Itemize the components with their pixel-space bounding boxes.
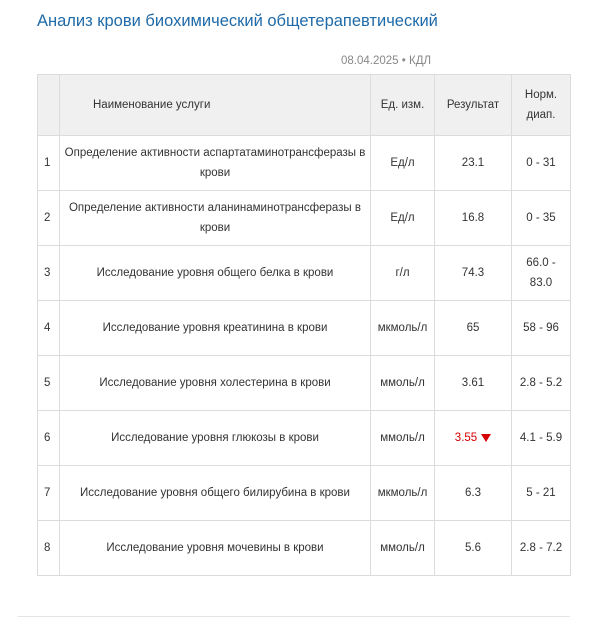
result-value: 74.3	[435, 246, 512, 301]
result-value: 16.8	[435, 191, 512, 246]
result-value: 65	[435, 301, 512, 356]
result-value: 23.1	[435, 136, 512, 191]
service-name: Исследование уровня креатинина в крови	[60, 301, 371, 356]
reference-range: 0 - 31	[512, 136, 571, 191]
table-row[interactable]	[38, 136, 571, 191]
reference-range: 2.8 - 5.2	[512, 356, 571, 411]
row-number: 5	[38, 356, 60, 411]
column-header-name: Наименование услуги	[60, 75, 371, 136]
reference-range: 0 - 35	[512, 191, 571, 246]
lab-name: КДЛ	[409, 55, 432, 67]
service-name: Определение активности аспартатаминотрансферазы в крови	[60, 136, 371, 191]
service-name: Исследование уровня холестерина в крови	[60, 356, 371, 411]
result-value: 6.3	[435, 466, 512, 521]
column-header-number	[38, 75, 60, 136]
service-name: Исследование уровня общего белка в крови	[60, 246, 371, 301]
table-row[interactable]	[38, 466, 571, 521]
result-value: 3.61	[435, 356, 512, 411]
arrow-down-icon	[481, 434, 491, 442]
service-name: Определение активности аланинаминотрансферазы в крови	[60, 191, 371, 246]
column-header-range: Норм. диап.	[512, 75, 571, 136]
meta-separator: •	[401, 55, 406, 67]
service-name: Исследование уровня общего билирубина в крови	[60, 466, 371, 521]
table-row[interactable]	[38, 191, 571, 246]
report-date: 08.04.2025	[341, 55, 399, 67]
row-number: 4	[38, 301, 60, 356]
row-number: 7	[38, 466, 60, 521]
row-number: 3	[38, 246, 60, 301]
page-title: Анализ крови биохимический общетерапевтический	[37, 12, 438, 30]
table-row[interactable]	[38, 301, 571, 356]
unit-cell: ммоль/л	[371, 411, 435, 466]
service-name: Исследование уровня мочевины в крови	[60, 521, 371, 576]
result-value: 5.6	[435, 521, 512, 576]
row-number: 2	[38, 191, 60, 246]
unit-cell: ммоль/л	[371, 356, 435, 411]
unit-cell: г/л	[371, 246, 435, 301]
reference-range: 2.8 - 7.2	[512, 521, 571, 576]
unit-cell: мкмоль/л	[371, 301, 435, 356]
column-header-unit: Ед. изм.	[371, 75, 435, 136]
table-row[interactable]	[38, 246, 571, 301]
divider	[18, 616, 570, 617]
reference-range: 58 - 96	[512, 301, 571, 356]
column-header-result: Результат	[435, 75, 512, 136]
result-value-abnormal	[435, 411, 512, 466]
reference-range: 5 - 21	[512, 466, 571, 521]
table-header-row	[38, 75, 571, 136]
table-row[interactable]	[38, 521, 571, 576]
row-number: 8	[38, 521, 60, 576]
abnormal-result-text: 3.55	[454, 432, 478, 444]
report-meta	[341, 55, 431, 67]
reference-range: 4.1 - 5.9	[512, 411, 571, 466]
table-row[interactable]	[38, 411, 571, 466]
table-row[interactable]	[38, 356, 571, 411]
unit-cell: мкмоль/л	[371, 466, 435, 521]
reference-range: 66.0 - 83.0	[512, 246, 571, 301]
row-number: 6	[38, 411, 60, 466]
unit-cell: Ед/л	[371, 191, 435, 246]
unit-cell: ммоль/л	[371, 521, 435, 576]
unit-cell: Ед/л	[371, 136, 435, 191]
service-name: Исследование уровня глюкозы в крови	[60, 411, 371, 466]
results-table	[37, 74, 571, 576]
row-number: 1	[38, 136, 60, 191]
